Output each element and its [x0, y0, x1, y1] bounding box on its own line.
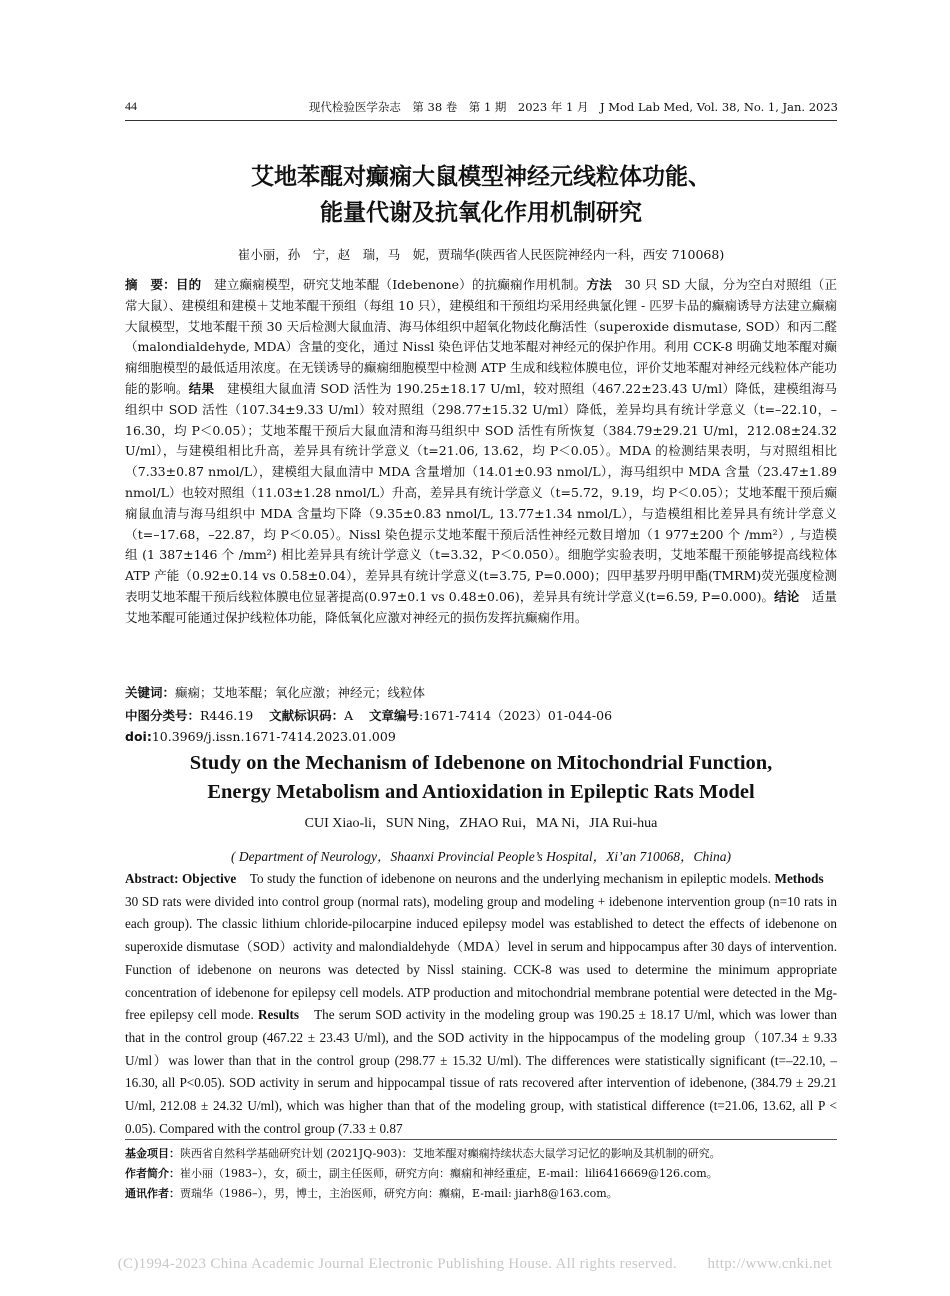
footnote-divider — [125, 1139, 837, 1140]
cnki-watermark: (C)1994-2023 China Academic Journal Electronic Publishing House. All rights reserved. http://www.cnki.net — [117, 1256, 833, 1272]
abstract-cn — [125, 275, 837, 629]
doc-code-value: A — [344, 708, 354, 723]
title-cn-line-2: 能量代谢及抗氧化作用机制研究 — [320, 200, 642, 226]
footnote-corresponding — [125, 1185, 618, 1202]
abstract-cn-results-label: 结果 — [188, 380, 215, 396]
doi-value[interactable]: 10.3969/j.issn.1671-7414.2023.01.009 — [151, 729, 396, 744]
doc-code-label: 文献标识码： — [269, 708, 345, 723]
abstract-cn-methods: 30 只 SD 大鼠，分为空白对照组（正常大鼠）、建模组和建模＋艾地苯醌干预组（每组 10 只），建模组和干预组均采用经典氯化锂 - 匹罗卡品的癫痫诱导方法建立癫痫大鼠模型，艾地苯醌干预 30 天后检测大鼠血清、海马体组织中超氧化物歧化酶活性（superoxide dismutase, SOD）和丙二醛（malondialdehyde, MDA）含量的变化，通过 Nissl 染色评估艾地苯醌对神经元的保护作用。利用 CCK-8 明确艾地苯醌对癫痫细胞模型的最低适用浓度。在无镁诱导的癫痫细胞模型中检测 ATP 生成和线粒体膜电位，评价艾地苯醌对神经元线粒体产能功能的影响。 — [125, 277, 837, 396]
clc-value: R446.19 — [200, 708, 254, 723]
header-divider — [125, 120, 837, 121]
keywords-cn-label: 关键词： — [125, 685, 176, 700]
keywords-cn — [125, 683, 425, 701]
abstract-cn-results: 建模组大鼠血清 SOD 活性为 190.25±18.17 U/ml，较对照组（467.22±23.43 U/ml）降低，建模组海马组织中 SOD 活性（107.34±9.33 U/ml）较对照组（298.77±15.32 U/ml）降低，差异均具有统计学意义（t=–22.10，–16.30，均 P＜0.05）；艾地苯醌干预后大鼠血清和海马组织中 SOD 活性有所恢复（384.79±29.21 U/ml，212.08±24.32 U/ml），与建模组相比升高，差异具有统计学意义（t=21.06, 13.62，均 P＜0.05）。MDA 的检测结果表明，与对照组相比（7.33±0.87 nmol/L），建模组大鼠血清中 MDA 含量增加（14.01±0.93 nmol/L），海马组织中 MDA 含量（23.47±1.89 nmol/L）也较对照组（11.03±1.28 nmol/L）升高，差异具有统计学意义（t=5.72，9.19，均 P＜0.05）；艾地苯醌干预后癫痫鼠血清与海马组织中 MDA 含量均下降（9.35±0.83 nmol/L, 13.77±1.34 nmol/L），与造模组相比差异具有统计学意义（t=–17.68，–22.87，均 P＜0.05）。Nissl 染色提示艾地苯醌干预后活性神经元数目增加（1 977±200 个 /mm²）, 与造模组 (1 387±146 个 /mm²) 相比差异具有统计学意义（t=3.32，P＜0.050）。细胞学实验表明，艾地苯醌干预能够提高线粒体 ATP 产能（0.92±0.14 vs 0.58±0.04），差异具有统计学意义(t=3.75, P=0.000)；四甲基罗丹明甲酯(TMRM)荧光强度检测表明艾地苯醌干预后线粒体膜电位显著提高(0.97±0.1 vs 0.48±0.06)，差异具有统计学意义(t=6.59, P=0.000)。 — [125, 380, 837, 604]
article-number-value: :1671-7414（2023）01-044-06 — [419, 708, 613, 723]
abstract-en-results-label: Results — [258, 1007, 300, 1023]
footnote-funding — [125, 1145, 721, 1162]
footnote-author-bio-label: 作者简介： — [125, 1167, 180, 1180]
keywords-cn-text: 癫痫；艾地苯醌；氧化应激；神经元；线粒体 — [175, 685, 426, 700]
title-en-line-2: Energy Metabolism and Antioxidation in Epileptic Rats Model — [207, 781, 755, 803]
title-en-line-1: Study on the Mechanism of Idebenone on Mitochondrial Function, — [189, 752, 773, 774]
abstract-en-results: The serum SOD activity in the modeling group was 190.25 ± 18.17 U/ml, which was lower than that in the control group (467.22 ± 23.43 U/ml), and the SOD activity in the hippocampus of the modeling group（107.34 ± 9.33 U/ml）was lower than that in the control group (298.77 ± 15.32 U/ml). The differences were statistically significant (t=–22.10, –16.30, all P<0.05). SOD activity in serum and hippocampal tissue of rats recovered after intervention of idebenone, (384.79 ± 29.21 U/ml, 212.08 ± 24.32 U/ml), which was higher than that of the modeling group, with statistical difference (t=21.06, 13.62, all P < 0.05). Compared with the control group (7.33 ± 0.87 — [125, 1007, 837, 1136]
classification-line — [125, 706, 612, 724]
clc-label: 中图分类号： — [125, 708, 201, 723]
doi-label: doi: — [125, 729, 152, 744]
page-number: 44 — [125, 99, 137, 113]
title-cn-line-1: 艾地苯醌对癫痫大鼠模型神经元线粒体功能、 — [251, 164, 711, 190]
abstract-cn-methods-label: 方法 — [586, 277, 612, 292]
footnote-funding-text: 陕西省自然科学基础研究计划 (2021JQ-903)：艾地苯醌对癫痫持续状态大鼠学习记忆的影响及其机制的研究。 — [180, 1147, 721, 1160]
journal-running-header: 现代检验医学杂志 第 38 卷 第 1 期 2023 年 1 月 J Mod Lab Med, Vol. 38, No. 1, Jan. 2023 — [308, 100, 838, 114]
footnote-funding-label: 基金项目： — [125, 1147, 180, 1160]
abstract-en — [125, 868, 837, 1140]
abstract-cn-label: 摘 要： — [125, 277, 176, 292]
abstract-en-methods-label: Methods — [774, 871, 824, 886]
footnote-author-bio-text: 崔小丽（1983–），女，硕士，副主任医师，研究方向：癫痫和神经重症，E-mail：lili6416669@126.com。 — [180, 1167, 718, 1180]
abstract-cn-objective: 建立癫痫模型，研究艾地苯醌（Idebenone）的抗癫痫作用机制。 — [201, 277, 587, 292]
abstract-en-objective: To study the function of idebenone on neurons and the underlying mechanism in epileptic models. — [236, 871, 771, 886]
abstract-cn-conclusion: 适量艾地苯醌可能通过保护线粒体功能，降低氧化应激对神经元的损伤发挥抗癫痫作用。 — [125, 588, 837, 625]
footnote-author-bio — [125, 1165, 718, 1182]
authors-cn: 崔小丽，孙 宁，赵 瑞，马 妮，贾瑞华(陕西省人民医院神经内一科，西安 710068) — [237, 247, 725, 262]
affiliation-en: ( Department of Neurology，Shaanxi Provincial People’s Hospital，Xi’an 710068，China) — [230, 849, 732, 864]
abstract-en-methods: 30 SD rats were divided into control group (normal rats), modeling group and modeling + idebenone intervention group (n=10 rats in each group). The classic lithium chloride-pilocarpine induced epilepsy model was established to detect the effects of idebenone on superoxide dismutase（SOD）activity and malondialdehyde（MDA）level in serum and hippocampus after 30 days of intervention. Function of idebenone on neurons was detected by Nissl staining. CCK-8 was used to determine the minimum appropriate concentration of idebenone for epilepsy cell models. ATP production and mitochondrial membrane potential were detected in the Mg-free epilepsy cell mode. — [125, 871, 838, 1023]
doi-line — [125, 729, 396, 744]
article-number-label: 文章编号 — [369, 708, 420, 723]
footnote-corresponding-text: 贾瑞华（1986–），男，博士，主治医师，研究方向：癫痫，E-mail: jiarh8@163.com。 — [180, 1187, 618, 1200]
abstract-cn-objective-label: 目的 — [175, 277, 202, 292]
footnote-corresponding-label: 通讯作者： — [125, 1187, 180, 1200]
abstract-en-label: Abstract: Objective — [125, 871, 237, 886]
abstract-cn-conclusion-label: 结论 — [774, 588, 800, 604]
authors-en: CUI Xiao-li，SUN Ning，ZHAO Rui，MA Ni，JIA Rui-hua — [304, 816, 658, 831]
